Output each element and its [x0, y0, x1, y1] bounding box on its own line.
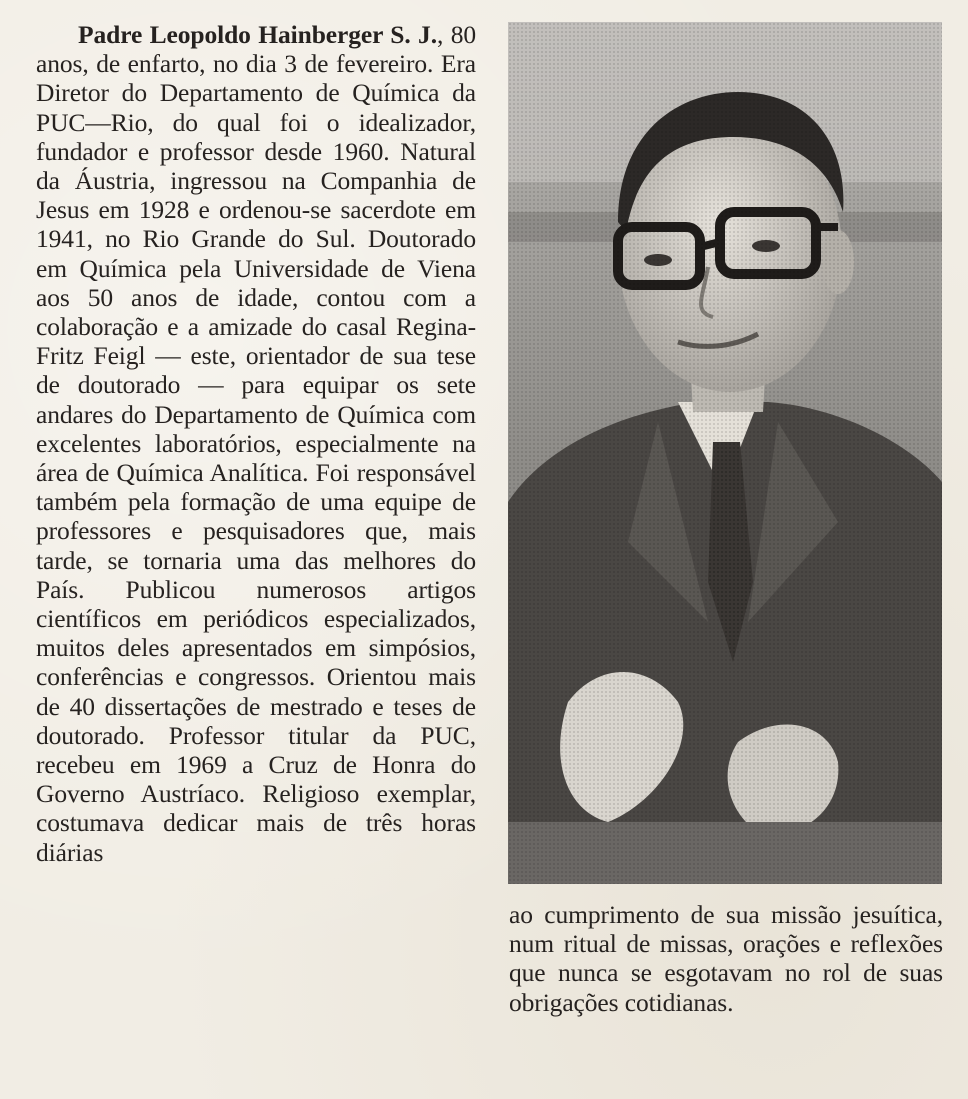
article-body-left: , 80 anos, de enfarto, no dia 3 de fevereiro. Era Diretor do Departamento de Química da PUC—Rio, do qual foi o idealizador, fundador e professor desde 1960. Natural da Áustria, ingressou na Companhia de Jesus em 1928 e ordenou-se sacerdote em 1941, no Rio Grande do Sul. Doutorado em Química pela Universidade de Viena aos 50 anos de idade, contou com a colaboração e a amizade do casal Regina-Fritz Feigl — este, orientador de sua tese de doutorado — para equipar os sete andares do Departamento de Química com excelentes laboratórios, especialmente na área de Química Analítica. Foi responsável também pela formação de uma equipe de professores e pesquisadores que, mais tarde, se tornaria uma das melhores do País. Publicou numerosos artigos científicos em periódicos especializados, muitos deles apresentados em simpósios, conferências e congressos. Orientou mais de 40 dissertações de mestrado e teses de doutorado. Professor titular da PUC, recebeu em 1969 a Cruz de Honra do Governo Austríaco. Religioso exemplar, costumava dedicar mais de três horas diárias: [36, 20, 477, 867]
portrait-photo: [508, 22, 942, 884]
article-column-left: [36, 20, 476, 867]
article-body-right: ao cumprimento de sua missão jesuítica, num ritual de missas, orações e reflexões que nunca se esgotavam no rol de suas obrigações cotidianas.: [509, 900, 943, 1017]
article-column-right: [509, 900, 943, 1017]
obituary-name: Padre Leopoldo Hainberger S. J.: [78, 20, 437, 49]
